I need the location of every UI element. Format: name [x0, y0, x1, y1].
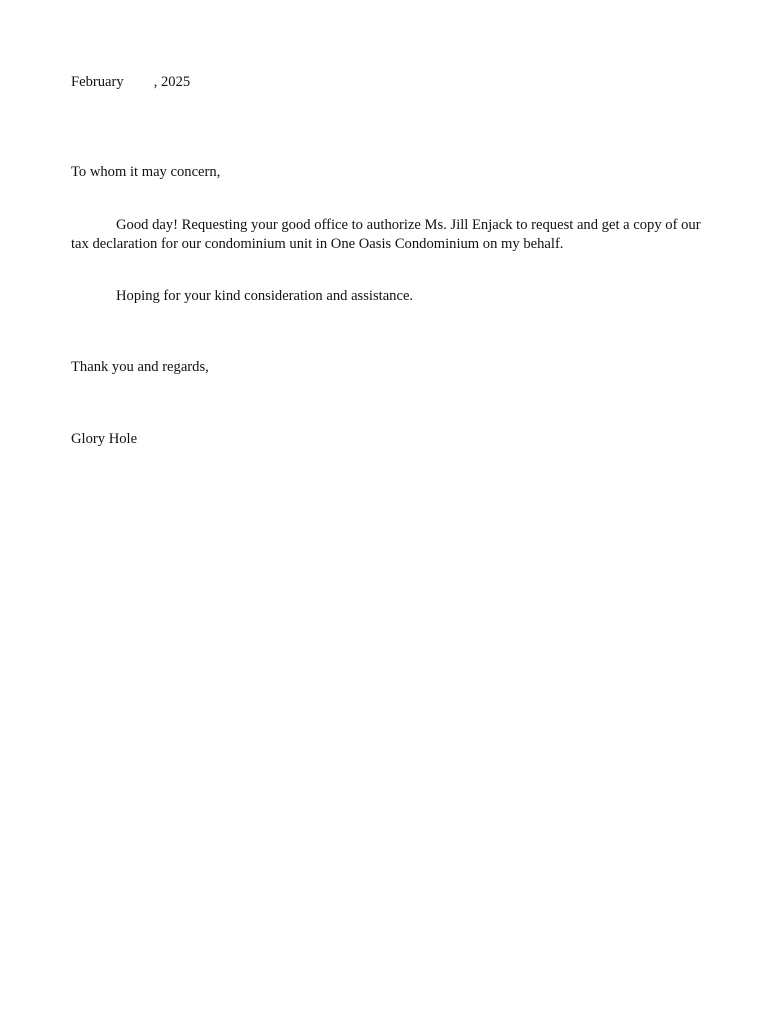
- letter-date: [71, 73, 190, 91]
- body-paragraph-1: Good day! Requesting your good office to authorize Ms. Jill Enjack to request and get a copy of our tax declaration for our condominium unit in One Oasis Condominium on my behalf.: [71, 217, 701, 252]
- body-paragraph-2: Hoping for your kind consideration and assistance.: [116, 288, 414, 304]
- date-month: February: [71, 74, 124, 90]
- salutation: To whom it may concern,: [71, 164, 221, 180]
- signature-name: Glory Hole: [71, 431, 138, 447]
- closing: Thank you and regards,: [71, 359, 209, 375]
- date-year: , 2025: [153, 74, 191, 90]
